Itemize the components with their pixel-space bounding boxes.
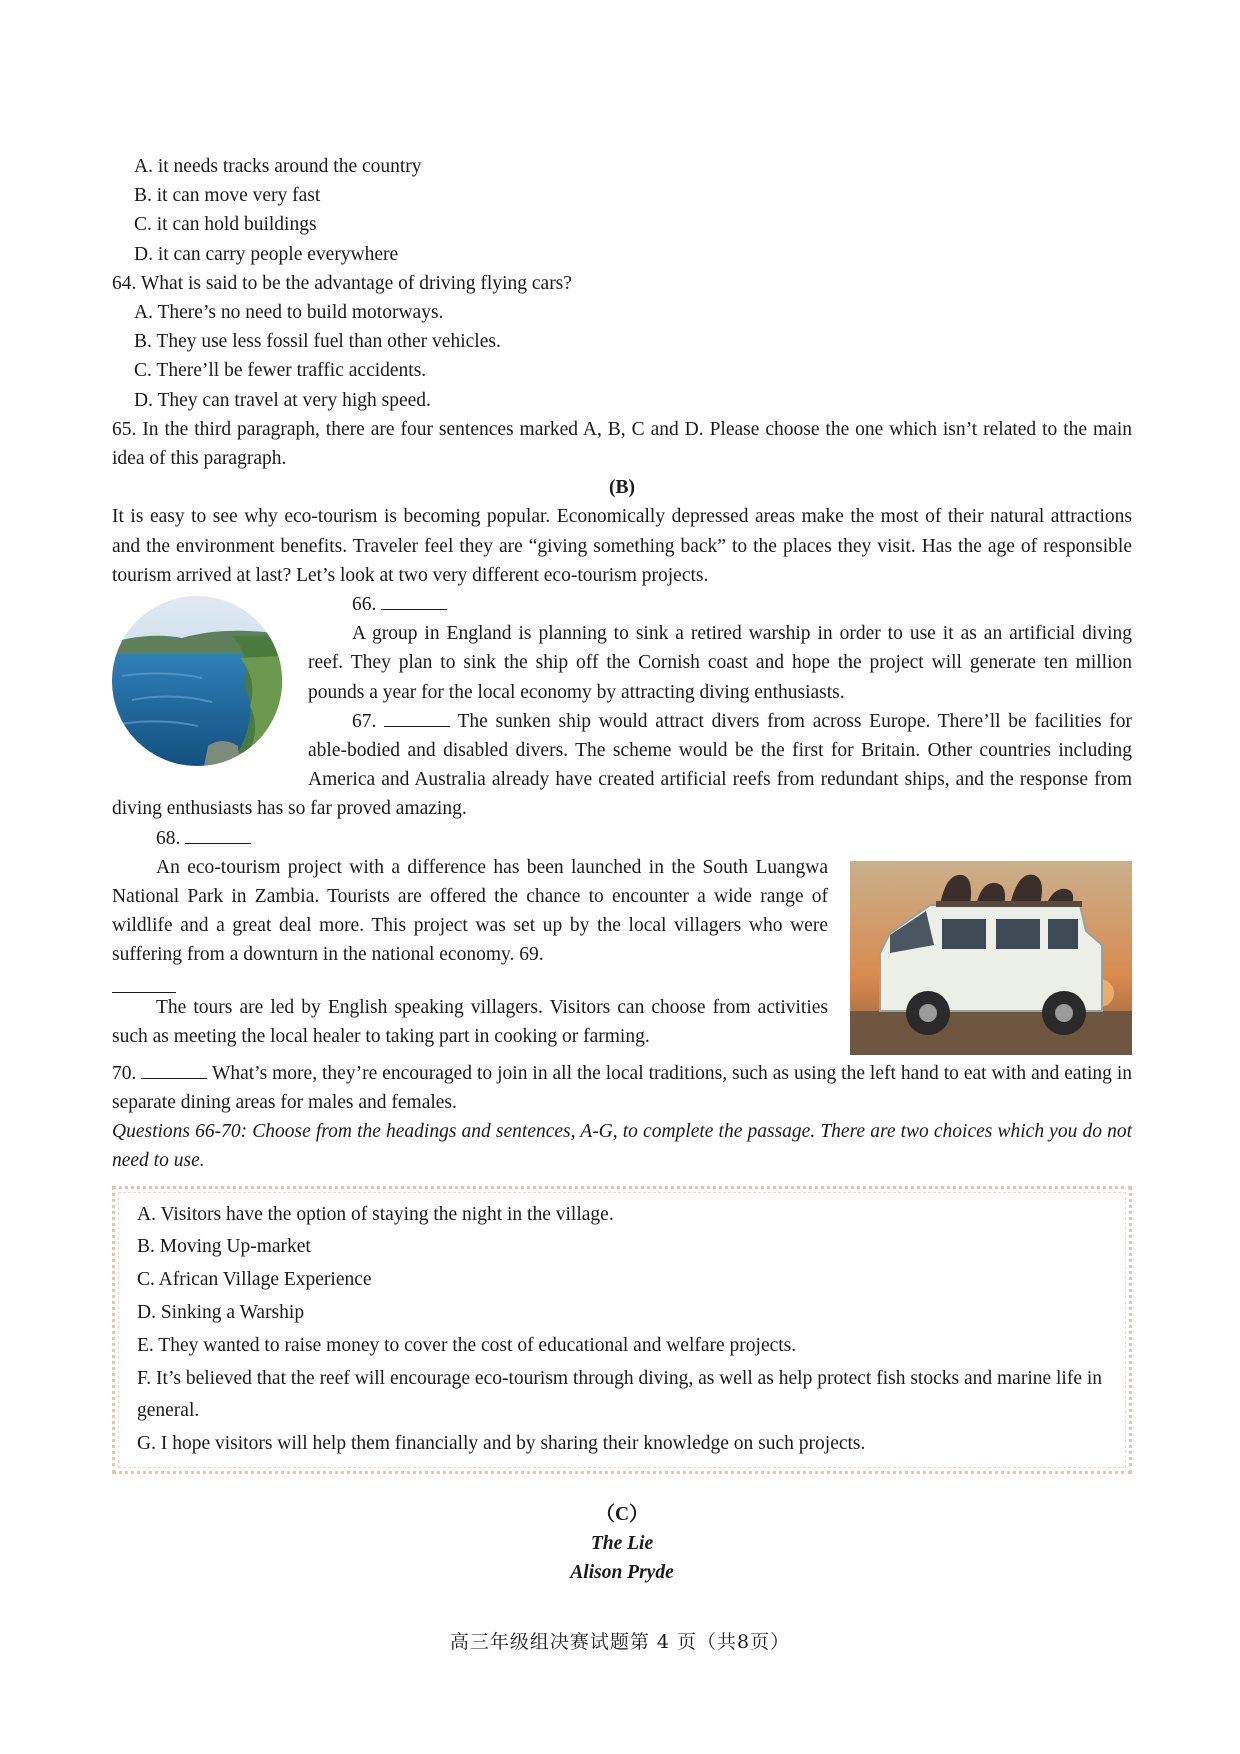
section-b-intro: It is easy to see why eco-tourism is becoming popular. Economically depressed areas make the most of their natural attractions and the environment benefits. Traveler feel they are “giving something back” to the places they visit. Has the age of responsible tourism arrived at last? Let’s look at two very different eco-tourism projects. <box>112 506 1132 586</box>
instructions-66-70: Questions 66-70: Choose from the headings and sentences, A-G, to complete the passage. There are two choices which you do not need to use. <box>112 1121 1132 1172</box>
q68-number: 68. <box>156 827 181 849</box>
paragraph-70-line <box>112 1059 1132 1117</box>
choice-c: C. African Village Experience <box>137 1269 372 1291</box>
q70-number: 70. <box>112 1062 137 1084</box>
jeep-photo <box>850 861 1132 1055</box>
section-b-heading: (B) <box>609 477 635 499</box>
choice-f: F. It’s believed that the reef will encourage eco-tourism through diving, as well as help protect fish stocks and marine life in general. <box>137 1367 1103 1422</box>
choice-e: E. They wanted to raise money to cover the cost of educational and welfare projects. <box>137 1334 797 1356</box>
blank-66[interactable] <box>381 591 447 610</box>
paragraph-70: What’s more, they’re encouraged to join in all the local traditions, such as using the left hand to eat with and eating in separate dining areas for males and females. <box>112 1062 1133 1114</box>
page-footer: 高三年级组决赛试题第 4 页（共8页） <box>449 1631 791 1653</box>
q64-option-d: D. They can travel at very high speed. <box>134 389 431 411</box>
q63-option-a: A. it needs tracks around the country <box>134 156 422 177</box>
q64-option-c: C. There’ll be fewer traffic accidents. <box>134 360 427 382</box>
q64-option-a: A. There’s no need to build motorways. <box>134 302 444 324</box>
blank-70[interactable] <box>141 1060 207 1079</box>
section-c-title: The Lie <box>590 1533 654 1555</box>
choices-box <box>112 1186 1132 1474</box>
q63-option-c: C. it can hold buildings <box>134 214 317 236</box>
q65-question: 65. In the third paragraph, there are four sentences marked A, B, C and D. Please choose the one which isn’t related to the main idea of this paragraph. <box>112 418 1132 470</box>
choice-d: D. Sinking a Warship <box>137 1302 305 1324</box>
blank-66-line <box>112 590 1132 619</box>
coast-photo <box>112 596 282 766</box>
q67-number: 67. <box>352 710 377 732</box>
q63-option-b: B. it can move very fast <box>134 185 321 207</box>
q63-option-d: D. it can carry people everywhere <box>134 243 399 265</box>
q66-number: 66. <box>352 594 377 616</box>
paragraph-68: An eco-tourism project with a difference has been launched in the South Luangwa National Park in Zambia. Tourists are offered the chance to encounter a wide range of wildlife and a great deal more. This project was set up by the local villagers who were suffering from a downturn in the national economy. 69. <box>112 856 828 966</box>
exam-page <box>112 152 1132 1588</box>
paragraph-69: The tours are led by English speaking villagers. Visitors can choose from activities such as meeting the local healer to taking part in cooking or farming. <box>112 996 828 1047</box>
section-c <box>112 1500 1132 1588</box>
coast-photo-image <box>112 596 282 766</box>
blank-68[interactable] <box>185 825 251 844</box>
section-c-heading: （C） <box>595 1504 649 1526</box>
q64-question: 64. What is said to be the advantage of driving flying cars? <box>112 272 572 294</box>
blank-69[interactable] <box>112 970 176 993</box>
choice-a: A. Visitors have the option of staying the night in the village. <box>137 1203 614 1225</box>
paragraph-67: The sunken ship would attract divers from across Europe. There’ll be facilities for able-bodied and disabled divers. The scheme would be the first for Britain. Other countries including America and Australia already have created artificial reefs from redundant ships, and the response from diving enthusiasts has so far proved amazing. <box>112 710 1132 820</box>
q64-option-b: B. They use less fossil fuel than other vehicles. <box>134 331 501 353</box>
choice-g: G. I hope visitors will help them financially and by sharing their knowledge on such projects. <box>137 1433 866 1455</box>
paragraph-66: A group in England is planning to sink a retired warship in order to use it as an artificial diving reef. They plan to sink the ship off the Cornish coast and hope the project will generate ten million pounds a year for the local economy by attracting diving enthusiasts. <box>308 623 1132 703</box>
blank-68-line <box>112 824 1132 853</box>
jeep-photo-image <box>850 861 1132 1055</box>
choice-b: B. Moving Up-market <box>137 1236 311 1258</box>
section-c-author: Alison Pryde <box>570 1562 674 1584</box>
blank-67[interactable] <box>384 708 450 727</box>
